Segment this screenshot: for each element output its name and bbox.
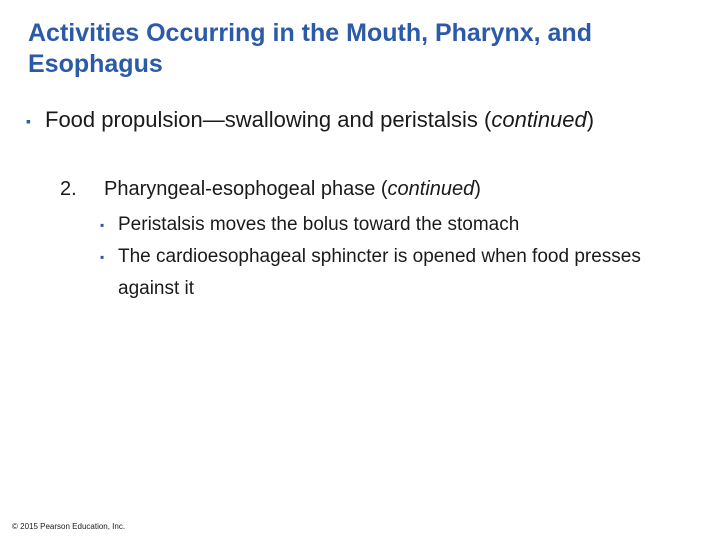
- bullet-food-propulsion: [26, 104, 686, 136]
- item-number: 2.: [60, 178, 77, 200]
- bullet-text: Food propulsion—swallowing and peristalsis: [45, 107, 478, 132]
- sub-bullet-text: Peristalsis moves the bolus toward the stomach: [118, 214, 520, 235]
- item-text: Pharyngeal-esophogeal phase (: [104, 178, 388, 200]
- slide-title: Activities Occurring in the Mouth, Pharynx, and Esophagus: [28, 19, 592, 78]
- item-pharyngeal-esophageal-phase: [60, 174, 700, 204]
- sub-bullet-peristalsis: [100, 209, 700, 241]
- sub-bullet-sphincter: [100, 241, 700, 305]
- paren-close: ): [474, 178, 481, 200]
- paren-close: ): [586, 107, 595, 132]
- sub-bullet-text: The cardioesophageal sphincter is opened when food presses against it: [118, 246, 641, 299]
- copyright-footer: © 2015 Pearson Education, Inc.: [12, 522, 126, 531]
- paren-open: (: [477, 107, 492, 132]
- square-bullet-icon: ▪: [100, 218, 105, 232]
- continued-label: continued: [387, 178, 475, 200]
- square-bullet-icon: ▪: [100, 250, 105, 264]
- continued-label: continued: [491, 107, 587, 132]
- square-bullet-icon: ▪: [26, 113, 31, 129]
